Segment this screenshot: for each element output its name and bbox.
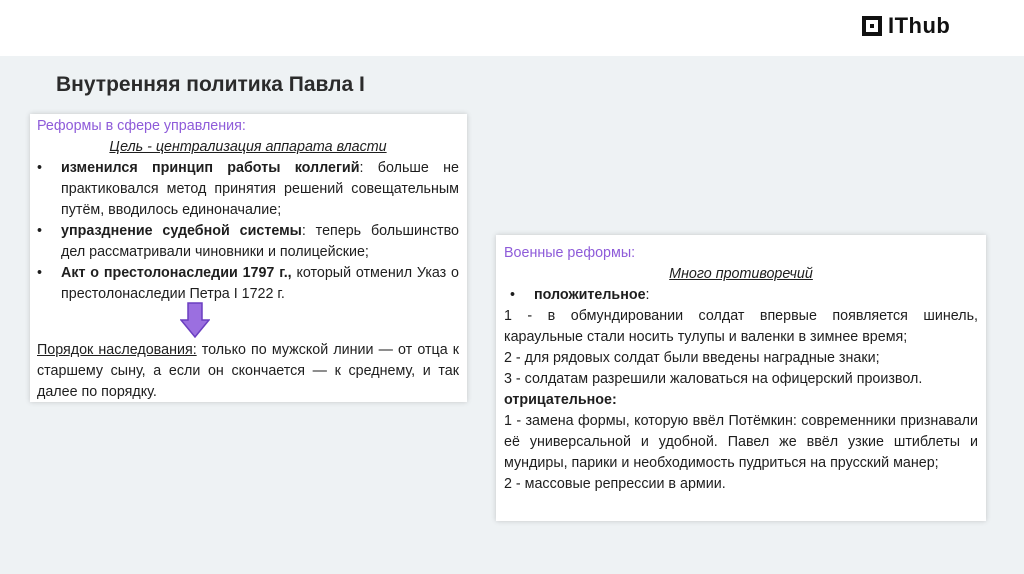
bullet-text: который отменил Указ о престолонаследии Петра I 1722 г. [61, 265, 459, 302]
bullet-text: : теперь большинство дел рассматривали чиновники и полицейские; [61, 223, 459, 260]
ithub-logo-icon [862, 16, 882, 36]
governance-goal: Цель - централизация аппарата власти [109, 139, 387, 155]
positive-label-row [504, 285, 978, 306]
bullet-bold: изменился принцип работы коллегий [61, 160, 360, 176]
bullet-icon: • [37, 160, 43, 176]
positive-label: положительное [534, 287, 646, 303]
negative-label: отрицательное: [504, 392, 617, 408]
list-item [37, 221, 459, 263]
positive-item: 3 - солдатам разрешили жаловаться на офицерский произвол. [504, 371, 923, 387]
bullet-icon: • [37, 265, 43, 281]
bullet-icon: • [510, 287, 516, 303]
negative-item: 1 - замена формы, которую ввёл Потёмкин: современники признавали её универсальной и удобной. Павел же ввёл узкие штиблеты и мундиры, парики и необходимость пудриться на прусский манер; [504, 413, 978, 471]
bullet-text: : больше не практиковался метод принятия решений совещательным путём, вводилось единоначалие; [61, 160, 459, 218]
ithub-logo [862, 13, 950, 39]
positive-item: 1 - в обмундировании солдат впервые появляется шинель, караульные стали носить тулупы и валенки в зимнее время; [504, 308, 978, 345]
succession-order [37, 340, 459, 403]
positive-item: 2 - для рядовых солдат были введены наградные знаки; [504, 350, 880, 366]
military-heading: Военные реформы: [504, 245, 636, 261]
bullet-bold: упразднение судебной системы [61, 223, 302, 239]
governance-heading: Реформы в сфере управления: [37, 118, 246, 134]
list-item [37, 158, 459, 221]
military-reforms-card [496, 235, 986, 521]
military-subheading: Много противоречий [669, 266, 813, 282]
down-arrow-icon [180, 302, 210, 338]
list-item [37, 263, 459, 305]
top-bar [0, 0, 1024, 56]
slide-title: Внутренняя политика Павла I [56, 73, 365, 96]
negative-item: 2 - массовые репрессии в армии. [504, 476, 726, 492]
order-label: Порядок наследования: [37, 342, 197, 358]
order-text: только по мужской линии — от отца к старшему сыну, а если он скончается — к среднему, и так далее по порядку. [37, 342, 460, 400]
bullet-bold: Акт о престолонаследии 1797 г., [61, 265, 292, 281]
bullet-icon: • [37, 223, 43, 239]
positive-colon: : [645, 287, 650, 303]
logo-text: IThub [888, 13, 951, 38]
